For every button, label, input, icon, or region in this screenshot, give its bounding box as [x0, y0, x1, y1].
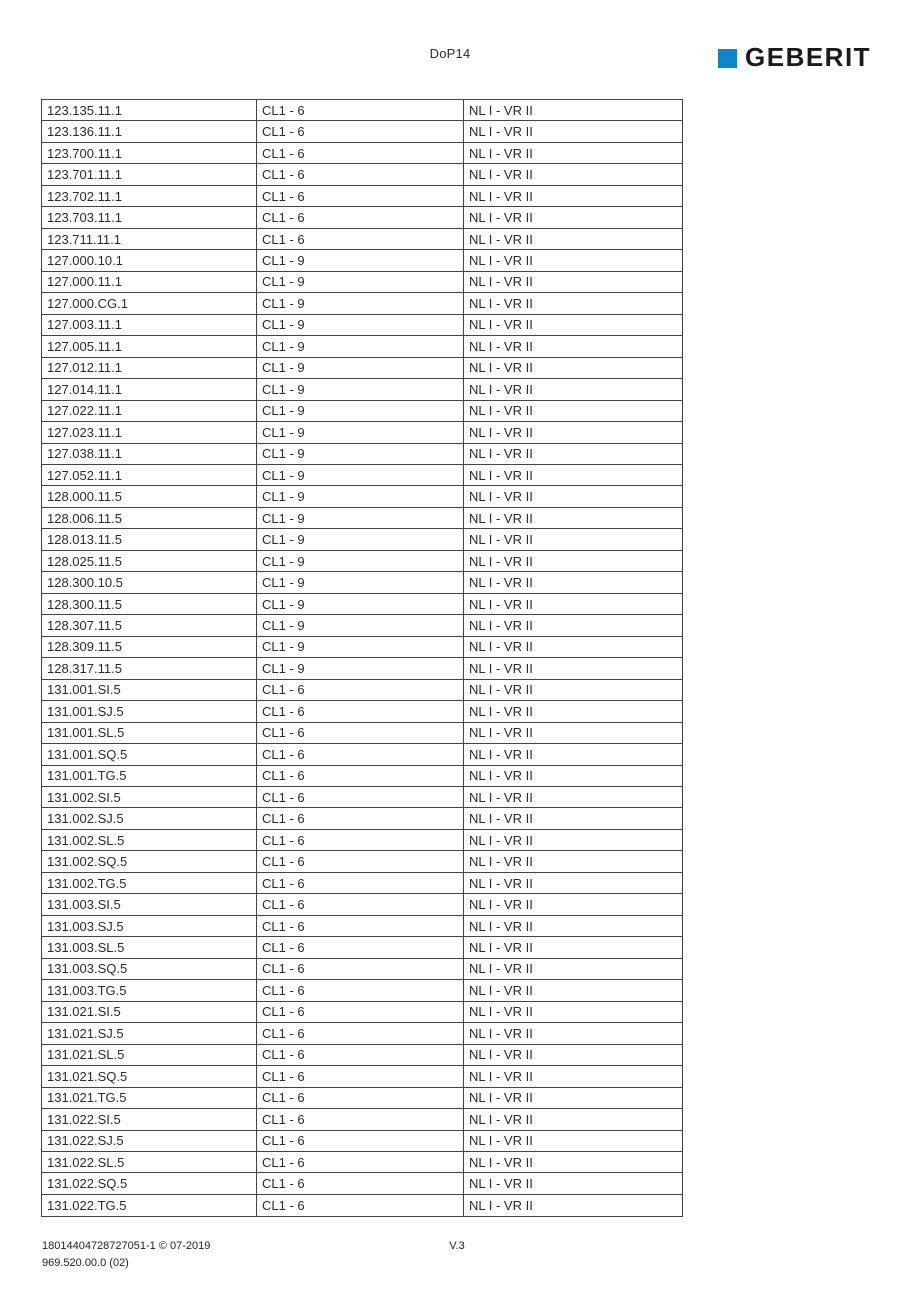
loading-class-cell: CL1 - 6	[257, 164, 464, 185]
article-number-cell: 127.012.11.1	[42, 357, 257, 378]
table-row	[42, 271, 683, 292]
declared-performance-cell: NL I - VR II	[464, 185, 683, 206]
footer-doc-id: 18014404728727051-1 © 07-2019	[42, 1240, 211, 1252]
geberit-logo-text: GEBERIT	[745, 42, 872, 72]
table-row	[42, 100, 683, 121]
table-row	[42, 722, 683, 743]
loading-class-cell: CL1 - 9	[257, 529, 464, 550]
article-number-cell: 131.001.TG.5	[42, 765, 257, 786]
table-row	[42, 851, 683, 872]
article-number-cell: 131.021.SI.5	[42, 1001, 257, 1022]
loading-class-cell: CL1 - 9	[257, 357, 464, 378]
table-row	[42, 1087, 683, 1108]
table-row	[42, 915, 683, 936]
article-number-cell: 127.000.11.1	[42, 271, 257, 292]
loading-class-cell: CL1 - 6	[257, 142, 464, 163]
loading-class-cell: CL1 - 6	[257, 1001, 464, 1022]
table-row	[42, 1044, 683, 1065]
loading-class-cell: CL1 - 6	[257, 1087, 464, 1108]
declared-performance-cell: NL I - VR II	[464, 464, 683, 485]
table-row	[42, 894, 683, 915]
table-row	[42, 228, 683, 249]
article-number-cell: 123.703.11.1	[42, 207, 257, 228]
table-row	[42, 142, 683, 163]
table-row	[42, 357, 683, 378]
table-row	[42, 121, 683, 142]
declared-performance-cell: NL I - VR II	[464, 1130, 683, 1151]
table-row	[42, 829, 683, 850]
loading-class-cell: CL1 - 6	[257, 701, 464, 722]
article-number-cell: 123.711.11.1	[42, 228, 257, 249]
loading-class-cell: CL1 - 9	[257, 400, 464, 421]
declared-performance-cell: NL I - VR II	[464, 486, 683, 507]
loading-class-cell: CL1 - 6	[257, 851, 464, 872]
table-row	[42, 787, 683, 808]
table-row	[42, 937, 683, 958]
article-number-cell: 131.001.SL.5	[42, 722, 257, 743]
table-row	[42, 679, 683, 700]
article-number-cell: 131.002.TG.5	[42, 872, 257, 893]
article-number-cell: 128.025.11.5	[42, 550, 257, 571]
table-row	[42, 443, 683, 464]
declared-performance-cell: NL I - VR II	[464, 1173, 683, 1194]
article-number-cell: 131.021.SL.5	[42, 1044, 257, 1065]
article-number-cell: 127.000.CG.1	[42, 293, 257, 314]
declared-performance-cell: NL I - VR II	[464, 572, 683, 593]
declared-performance-cell: NL I - VR II	[464, 593, 683, 614]
declared-performance-cell: NL I - VR II	[464, 744, 683, 765]
loading-class-cell: CL1 - 6	[257, 1194, 464, 1216]
article-number-cell: 127.005.11.1	[42, 336, 257, 357]
loading-class-cell: CL1 - 6	[257, 808, 464, 829]
table-row	[42, 164, 683, 185]
declared-performance-cell: NL I - VR II	[464, 314, 683, 335]
article-number-cell: 131.002.SL.5	[42, 829, 257, 850]
loading-class-cell: CL1 - 6	[257, 1109, 464, 1130]
table-row	[42, 701, 683, 722]
article-number-cell: 131.003.SL.5	[42, 937, 257, 958]
article-number-cell: 123.702.11.1	[42, 185, 257, 206]
table-row	[42, 572, 683, 593]
article-number-cell: 131.003.TG.5	[42, 980, 257, 1001]
article-number-cell: 127.000.10.1	[42, 250, 257, 271]
article-number-cell: 127.014.11.1	[42, 379, 257, 400]
table-row	[42, 207, 683, 228]
article-number-cell: 131.022.TG.5	[42, 1194, 257, 1216]
declared-performance-cell: NL I - VR II	[464, 228, 683, 249]
article-number-cell: 131.001.SJ.5	[42, 701, 257, 722]
declared-performance-cell: NL I - VR II	[464, 1109, 683, 1130]
table-row	[42, 400, 683, 421]
declared-performance-cell: NL I - VR II	[464, 615, 683, 636]
loading-class-cell: CL1 - 9	[257, 507, 464, 528]
table-row	[42, 1151, 683, 1172]
declared-performance-cell: NL I - VR II	[464, 121, 683, 142]
declared-performance-cell: NL I - VR II	[464, 207, 683, 228]
article-number-cell: 131.003.SI.5	[42, 894, 257, 915]
table-row	[42, 293, 683, 314]
table-row	[42, 1023, 683, 1044]
table-row	[42, 808, 683, 829]
article-number-cell: 131.021.SJ.5	[42, 1023, 257, 1044]
article-number-cell: 128.300.10.5	[42, 572, 257, 593]
declared-performance-cell: NL I - VR II	[464, 980, 683, 1001]
article-number-cell: 123.135.11.1	[42, 100, 257, 121]
declared-performance-cell: NL I - VR II	[464, 250, 683, 271]
declared-performance-cell: NL I - VR II	[464, 722, 683, 743]
table-row	[42, 1001, 683, 1022]
table-row	[42, 1130, 683, 1151]
dop-table-body	[42, 100, 683, 1217]
loading-class-cell: CL1 - 6	[257, 722, 464, 743]
declared-performance-cell: NL I - VR II	[464, 765, 683, 786]
loading-class-cell: CL1 - 6	[257, 1044, 464, 1065]
declared-performance-cell: NL I - VR II	[464, 271, 683, 292]
loading-class-cell: CL1 - 6	[257, 829, 464, 850]
loading-class-cell: CL1 - 6	[257, 100, 464, 121]
declared-performance-cell: NL I - VR II	[464, 422, 683, 443]
table-row	[42, 980, 683, 1001]
declared-performance-cell: NL I - VR II	[464, 787, 683, 808]
article-number-cell: 131.002.SI.5	[42, 787, 257, 808]
declared-performance-cell: NL I - VR II	[464, 142, 683, 163]
article-number-cell: 123.701.11.1	[42, 164, 257, 185]
article-number-cell: 131.002.SQ.5	[42, 851, 257, 872]
loading-class-cell: CL1 - 6	[257, 787, 464, 808]
table-row	[42, 1109, 683, 1130]
table-row	[42, 615, 683, 636]
loading-class-cell: CL1 - 6	[257, 121, 464, 142]
declared-performance-cell: NL I - VR II	[464, 357, 683, 378]
article-number-cell: 127.003.11.1	[42, 314, 257, 335]
article-number-cell: 128.013.11.5	[42, 529, 257, 550]
declared-performance-cell: NL I - VR II	[464, 1023, 683, 1044]
article-number-cell: 123.700.11.1	[42, 142, 257, 163]
declared-performance-cell: NL I - VR II	[464, 1001, 683, 1022]
table-row	[42, 185, 683, 206]
declared-performance-cell: NL I - VR II	[464, 829, 683, 850]
table-row	[42, 658, 683, 679]
table-row	[42, 765, 683, 786]
article-number-cell: 131.001.SI.5	[42, 679, 257, 700]
loading-class-cell: CL1 - 9	[257, 314, 464, 335]
declared-performance-cell: NL I - VR II	[464, 808, 683, 829]
declared-performance-cell: NL I - VR II	[464, 679, 683, 700]
loading-class-cell: CL1 - 6	[257, 765, 464, 786]
loading-class-cell: CL1 - 6	[257, 185, 464, 206]
declared-performance-cell: NL I - VR II	[464, 915, 683, 936]
loading-class-cell: CL1 - 9	[257, 336, 464, 357]
article-number-cell: 131.022.SI.5	[42, 1109, 257, 1130]
declared-performance-cell: NL I - VR II	[464, 1066, 683, 1087]
declared-performance-cell: NL I - VR II	[464, 894, 683, 915]
declared-performance-cell: NL I - VR II	[464, 550, 683, 571]
declared-performance-cell: NL I - VR II	[464, 293, 683, 314]
article-number-cell: 128.317.11.5	[42, 658, 257, 679]
article-number-cell: 131.022.SQ.5	[42, 1173, 257, 1194]
loading-class-cell: CL1 - 9	[257, 572, 464, 593]
declared-performance-cell: NL I - VR II	[464, 937, 683, 958]
loading-class-cell: CL1 - 9	[257, 250, 464, 271]
declared-performance-cell: NL I - VR II	[464, 100, 683, 121]
loading-class-cell: CL1 - 9	[257, 550, 464, 571]
table-row	[42, 250, 683, 271]
geberit-logo-square-icon	[718, 49, 737, 68]
table-row	[42, 550, 683, 571]
article-number-cell: 131.022.SJ.5	[42, 1130, 257, 1151]
declared-performance-cell: NL I - VR II	[464, 164, 683, 185]
article-number-cell: 131.021.TG.5	[42, 1087, 257, 1108]
loading-class-cell: CL1 - 9	[257, 293, 464, 314]
loading-class-cell: CL1 - 6	[257, 894, 464, 915]
declared-performance-cell: NL I - VR II	[464, 1044, 683, 1065]
declared-performance-cell: NL I - VR II	[464, 379, 683, 400]
table-row	[42, 464, 683, 485]
article-number-cell: 128.307.11.5	[42, 615, 257, 636]
loading-class-cell: CL1 - 6	[257, 1151, 464, 1172]
article-number-cell: 127.052.11.1	[42, 464, 257, 485]
loading-class-cell: CL1 - 9	[257, 658, 464, 679]
declared-performance-cell: NL I - VR II	[464, 851, 683, 872]
article-number-cell: 131.003.SJ.5	[42, 915, 257, 936]
loading-class-cell: CL1 - 6	[257, 207, 464, 228]
table-row	[42, 872, 683, 893]
article-number-cell: 128.000.11.5	[42, 486, 257, 507]
declared-performance-cell: NL I - VR II	[464, 701, 683, 722]
table-row	[42, 1194, 683, 1216]
loading-class-cell: CL1 - 6	[257, 228, 464, 249]
footer-version: V.3	[449, 1240, 465, 1252]
declared-performance-cell: NL I - VR II	[464, 872, 683, 893]
table-row	[42, 1066, 683, 1087]
loading-class-cell: CL1 - 9	[257, 443, 464, 464]
loading-class-cell: CL1 - 9	[257, 636, 464, 657]
declared-performance-cell: NL I - VR II	[464, 1194, 683, 1216]
table-row	[42, 379, 683, 400]
table-row	[42, 422, 683, 443]
dop-article-table	[41, 99, 683, 1217]
loading-class-cell: CL1 - 6	[257, 1130, 464, 1151]
table-row	[42, 529, 683, 550]
article-number-cell: 131.003.SQ.5	[42, 958, 257, 979]
article-number-cell: 131.021.SQ.5	[42, 1066, 257, 1087]
table-row	[42, 958, 683, 979]
loading-class-cell: CL1 - 9	[257, 615, 464, 636]
loading-class-cell: CL1 - 6	[257, 679, 464, 700]
table-row	[42, 336, 683, 357]
loading-class-cell: CL1 - 6	[257, 1023, 464, 1044]
article-number-cell: 128.309.11.5	[42, 636, 257, 657]
loading-class-cell: CL1 - 6	[257, 980, 464, 1001]
declared-performance-cell: NL I - VR II	[464, 958, 683, 979]
article-number-cell: 131.002.SJ.5	[42, 808, 257, 829]
article-number-cell: 123.136.11.1	[42, 121, 257, 142]
article-number-cell: 127.022.11.1	[42, 400, 257, 421]
table-row	[42, 636, 683, 657]
loading-class-cell: CL1 - 9	[257, 379, 464, 400]
loading-class-cell: CL1 - 6	[257, 958, 464, 979]
table-row	[42, 507, 683, 528]
declared-performance-cell: NL I - VR II	[464, 443, 683, 464]
table-row	[42, 1173, 683, 1194]
article-number-cell: 127.038.11.1	[42, 443, 257, 464]
declared-performance-cell: NL I - VR II	[464, 1151, 683, 1172]
loading-class-cell: CL1 - 9	[257, 422, 464, 443]
loading-class-cell: CL1 - 9	[257, 271, 464, 292]
loading-class-cell: CL1 - 6	[257, 915, 464, 936]
loading-class-cell: CL1 - 6	[257, 937, 464, 958]
declared-performance-cell: NL I - VR II	[464, 636, 683, 657]
declared-performance-cell: NL I - VR II	[464, 1087, 683, 1108]
article-number-cell: 131.001.SQ.5	[42, 744, 257, 765]
declared-performance-cell: NL I - VR II	[464, 529, 683, 550]
declared-performance-cell: NL I - VR II	[464, 400, 683, 421]
loading-class-cell: CL1 - 6	[257, 1173, 464, 1194]
declared-performance-cell: NL I - VR II	[464, 507, 683, 528]
footer-article-number: 969.520.00.0 (02)	[42, 1257, 129, 1269]
table-row	[42, 314, 683, 335]
article-number-cell: 128.006.11.5	[42, 507, 257, 528]
declared-performance-cell: NL I - VR II	[464, 336, 683, 357]
article-number-cell: 128.300.11.5	[42, 593, 257, 614]
article-number-cell: 131.022.SL.5	[42, 1151, 257, 1172]
loading-class-cell: CL1 - 6	[257, 1066, 464, 1087]
table-row	[42, 486, 683, 507]
article-number-cell: 127.023.11.1	[42, 422, 257, 443]
loading-class-cell: CL1 - 9	[257, 486, 464, 507]
page-title: DoP14	[429, 46, 471, 61]
table-row	[42, 593, 683, 614]
loading-class-cell: CL1 - 6	[257, 744, 464, 765]
loading-class-cell: CL1 - 9	[257, 593, 464, 614]
loading-class-cell: CL1 - 9	[257, 464, 464, 485]
loading-class-cell: CL1 - 6	[257, 872, 464, 893]
declared-performance-cell: NL I - VR II	[464, 658, 683, 679]
table-row	[42, 744, 683, 765]
